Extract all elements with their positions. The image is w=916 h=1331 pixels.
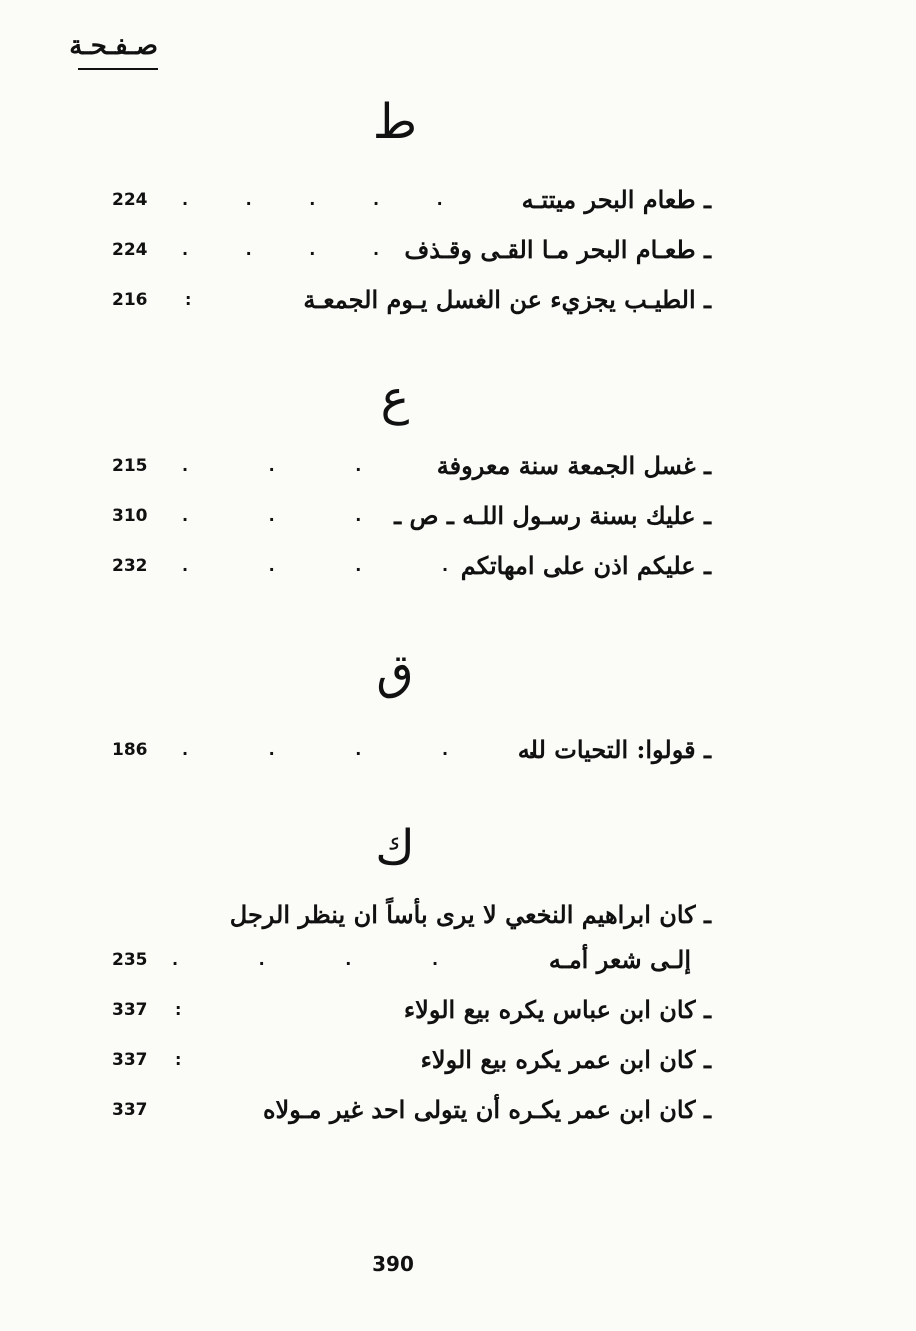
dot-leader: . . . . — [172, 950, 439, 969]
entry-text: ـ كان ابن عباس يكره بيع الولاء — [403, 995, 711, 1024]
index-entry — [0, 546, 916, 586]
index-entry-continuation — [0, 940, 916, 980]
section-letter-ta: ط — [372, 94, 418, 150]
entry-page-number: 215 — [112, 456, 148, 476]
page-number: 390 — [372, 1252, 414, 1276]
entry-page-number: 337 — [112, 1050, 148, 1070]
entry-text: ـ كان ابن عمر يكره بيع الولاء — [420, 1045, 711, 1074]
index-entry — [0, 730, 916, 770]
dot-leader: : — [175, 1050, 182, 1069]
section-letter-qaf: ق — [376, 644, 414, 700]
dot-leader: . . . . — [182, 556, 449, 575]
dot-leader: . . . — [182, 506, 362, 525]
entry-text: ـ الطيـب يجزيء عن الغسل يـوم الجمعـة — [303, 285, 711, 314]
entry-page-number: 216 — [112, 290, 148, 310]
index-entry — [0, 496, 916, 536]
header-underline — [78, 68, 158, 70]
index-entry — [0, 1090, 916, 1130]
dot-leader: : — [185, 290, 192, 309]
dot-leader: . . . . — [182, 456, 449, 475]
entry-page-number: 224 — [112, 240, 148, 260]
entry-page-number: 224 — [112, 190, 148, 210]
entry-text: ـ طعـام البحر مـا القـى وقـذف — [404, 235, 711, 264]
index-entry — [0, 280, 916, 320]
entry-page-number: 186 — [112, 740, 148, 760]
dot-leader: : — [175, 1000, 182, 1019]
page-column-header: صـفـحـة — [69, 31, 158, 61]
entry-page-number: 337 — [112, 1100, 148, 1120]
index-entry — [0, 446, 916, 486]
dot-leader: . . . . . — [182, 190, 443, 209]
entry-page-number: 235 — [112, 950, 148, 970]
section-letter-kaf: ك — [375, 820, 415, 876]
entry-text: ـ طعام البحر ميتتـه — [521, 185, 711, 214]
entry-text: ـ عليك بسنة رسـول اللـه ـ ص ـ — [394, 501, 711, 530]
entry-text: ـ غسل الجمعة سنة معروفة — [436, 451, 711, 480]
entry-text: ـ كان ابن عمر يكـره أن يتولى احد غير مـولاه — [262, 1095, 711, 1124]
section-letter-ain: ع — [380, 370, 410, 426]
index-entry — [0, 180, 916, 220]
index-entry — [0, 1040, 916, 1080]
dot-leader: . . . . — [182, 240, 380, 259]
index-entry — [0, 895, 916, 935]
entry-page-number: 337 — [112, 1000, 148, 1020]
index-entry — [0, 230, 916, 270]
dot-leader: . . . . . — [182, 740, 535, 759]
entry-text: ـ عليكم اذن على امهاتكم — [460, 551, 711, 580]
entry-page-number: 232 — [112, 556, 148, 576]
entry-text: ـ كان ابراهيم النخعي لا يرى بأساً ان ينظر الرجل — [229, 900, 711, 929]
entry-text: ـ قولوا: التحيات لله — [517, 735, 711, 764]
index-entry — [0, 990, 916, 1030]
entry-text: إلـى شعر أمـه — [548, 945, 691, 974]
entry-page-number: 310 — [112, 506, 148, 526]
